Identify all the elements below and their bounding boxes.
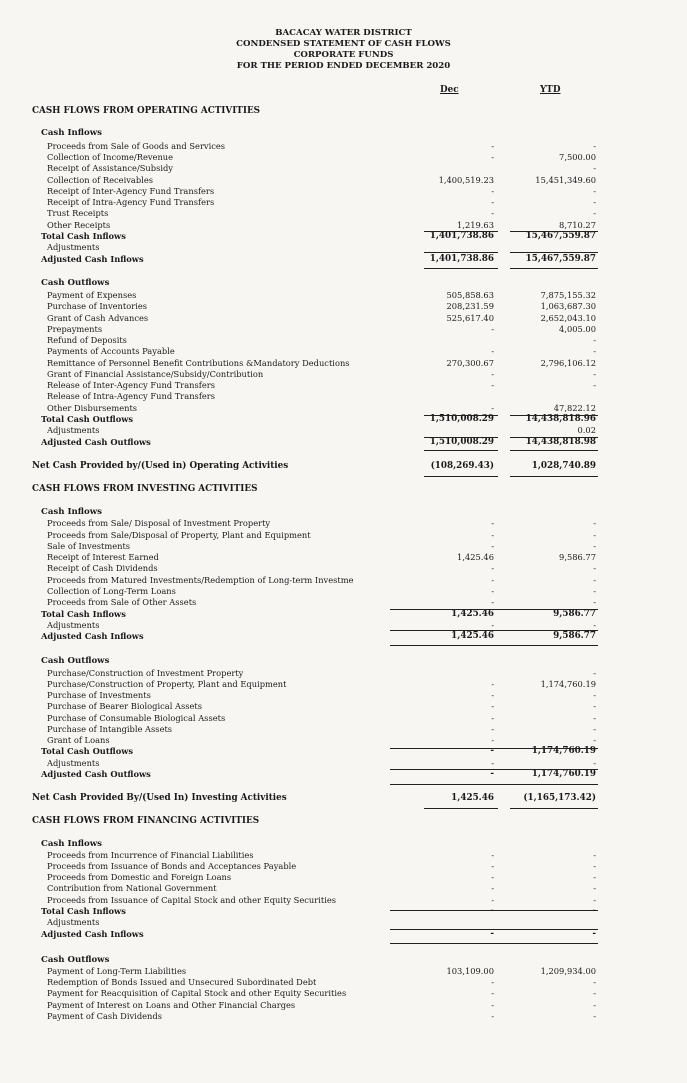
line-item-row — [0, 735, 687, 745]
ytd-amount: - — [593, 690, 596, 700]
rule — [510, 910, 598, 911]
total-row — [0, 631, 687, 641]
ytd-amount: 9,586.77 — [559, 552, 596, 562]
dec-amount: 1,219.63 — [457, 220, 494, 230]
net-cash-row — [0, 793, 687, 803]
net-cash-row — [0, 461, 687, 471]
row-label: Purchase of Inventories — [47, 301, 148, 311]
row-label: Other Receipts — [47, 220, 111, 230]
ytd-amount: 9,586.77 — [553, 631, 596, 641]
section-investing: CASH FLOWS FROM INVESTING ACTIVITIES — [32, 484, 258, 494]
ytd-amount: - — [593, 1011, 596, 1021]
dec-amount: - — [491, 690, 494, 700]
line-item-row — [0, 324, 687, 334]
row-label: Adjustments — [47, 242, 100, 252]
period: FOR THE PERIOD ENDED DECEMBER 2020 — [236, 61, 451, 71]
ytd-amount: 2,796,106.12 — [540, 358, 596, 368]
ytd-amount: - — [593, 346, 596, 356]
dec-amount: - — [491, 713, 494, 723]
ytd-amount: - — [593, 861, 596, 871]
row-label: Grant of Cash Advances — [47, 313, 149, 323]
ytd-amount: - — [593, 895, 596, 905]
line-item-row — [0, 552, 687, 562]
row-label: Redemption of Bonds Issued and Unsecured Subordinated Debt — [47, 977, 317, 987]
rule — [510, 231, 598, 232]
row-label: Proceeds from Sale/Disposal of Property, Plant and Equipment — [47, 530, 311, 540]
line-item-row — [0, 403, 687, 413]
row-label: Release of Intra-Agency Fund Transfers — [47, 391, 216, 401]
rule — [390, 609, 510, 610]
ytd-amount: - — [593, 724, 596, 734]
row-label: Grant of Loans — [47, 735, 110, 745]
row-label: Net Cash Provided by/(Used in) Operating Activities — [32, 461, 289, 471]
ytd-amount: - — [593, 872, 596, 882]
row-label: Purchase of Consumable Biological Assets — [47, 713, 226, 723]
ytd-amount: - — [593, 369, 596, 379]
dec-amount: - — [491, 369, 494, 379]
row-label: Collection of Receivables — [47, 175, 154, 185]
ytd-amount: - — [593, 518, 596, 528]
dec-amount: - — [491, 1000, 494, 1010]
ytd-amount: (1,165,173.42) — [523, 793, 596, 803]
line-item-row — [0, 679, 687, 689]
ytd-amount: 7,500.00 — [559, 152, 596, 162]
line-item-row — [0, 701, 687, 711]
line-item-row — [0, 861, 687, 871]
dec-amount: - — [491, 586, 494, 596]
dec-amount: - — [491, 701, 494, 711]
line-item-row — [0, 966, 687, 976]
rule — [510, 476, 598, 477]
rule — [510, 784, 598, 785]
subhead-fin-inflows: Cash Inflows — [41, 839, 102, 849]
ytd-amount: 7,875,155.32 — [540, 290, 596, 300]
row-label: Other Disbursements — [47, 403, 138, 413]
ytd-amount: 47,822.12 — [553, 403, 596, 413]
dec-amount: - — [491, 575, 494, 585]
subhead-op-outflows: Cash Outflows — [41, 278, 110, 288]
rule — [390, 910, 510, 911]
row-label: Release of Inter-Agency Fund Transfers — [47, 380, 215, 390]
line-item-row — [0, 242, 687, 252]
row-label: Receipt of Intra-Agency Fund Transfers — [47, 197, 215, 207]
ytd-amount: 4,005.00 — [559, 324, 596, 334]
dec-amount: - — [491, 758, 494, 768]
line-item-row — [0, 758, 687, 768]
dec-amount: - — [491, 346, 494, 356]
line-item-row — [0, 197, 687, 207]
ytd-amount: - — [593, 575, 596, 585]
row-label: Adjustments — [47, 917, 100, 927]
dec-amount: 1,401,738.86 — [429, 254, 494, 264]
row-label: Adjustments — [47, 425, 100, 435]
row-label: Proceeds from Incurrence of Financial Liabilities — [47, 850, 254, 860]
row-label: Purchase/Construction of Investment Property — [47, 668, 244, 678]
total-row — [0, 231, 687, 241]
rule — [510, 252, 598, 253]
fund-name: CORPORATE FUNDS — [293, 50, 394, 60]
ytd-amount: 8,710.27 — [559, 220, 596, 230]
ytd-amount: 2,652,043.10 — [540, 313, 596, 323]
line-item-row — [0, 186, 687, 196]
line-item-row — [0, 346, 687, 356]
dec-amount: 525,617.40 — [446, 313, 494, 323]
row-label: Adjustments — [47, 620, 100, 630]
line-item-row — [0, 369, 687, 379]
rule — [390, 784, 510, 785]
col-header-dec: Dec — [440, 85, 459, 95]
dec-amount: 505,858.63 — [446, 290, 494, 300]
line-item-row — [0, 586, 687, 596]
line-item-row — [0, 380, 687, 390]
line-item-row — [0, 313, 687, 323]
line-item-row — [0, 425, 687, 435]
line-item-row — [0, 575, 687, 585]
row-label: Total Cash Outflows — [41, 414, 134, 424]
subhead-inv-outflows: Cash Outflows — [41, 656, 110, 666]
row-label: Payments of Accounts Payable — [47, 346, 175, 356]
line-item-row — [0, 530, 687, 540]
dec-amount: 1,425.46 — [451, 609, 494, 619]
row-label: Proceeds from Sale of Goods and Services — [47, 141, 226, 151]
rule — [510, 630, 598, 631]
row-label: Purchase of Bearer Biological Assets — [47, 701, 203, 711]
dec-amount: - — [491, 380, 494, 390]
dec-amount: 1,400,519.23 — [438, 175, 494, 185]
rule — [390, 630, 510, 631]
rule — [510, 268, 598, 269]
dec-amount: 103,109.00 — [446, 966, 494, 976]
ytd-amount: - — [593, 208, 596, 218]
row-label: Adjusted Cash Outflows — [41, 437, 151, 447]
total-row — [0, 254, 687, 264]
rule — [510, 769, 598, 770]
row-label: Total Cash Inflows — [41, 906, 126, 916]
subhead-inv-inflows: Cash Inflows — [41, 507, 102, 517]
ytd-amount: 1,174,760.19 — [531, 769, 596, 779]
line-item-row — [0, 597, 687, 607]
dec-amount: - — [490, 746, 494, 756]
ytd-amount: 9,586.77 — [553, 609, 596, 619]
ytd-amount: 1,063,687.30 — [540, 301, 596, 311]
total-row — [0, 769, 687, 779]
line-item-row — [0, 220, 687, 230]
row-label: Purchase of Investments — [47, 690, 151, 700]
row-label: Refund of Deposits — [47, 335, 127, 345]
ytd-amount: - — [593, 735, 596, 745]
row-label: Receipt of Assistance/Subsidy — [47, 163, 173, 173]
ytd-amount: 15,451,349.60 — [535, 175, 596, 185]
dec-amount: 1,510,008.29 — [429, 437, 494, 447]
line-item-row — [0, 1000, 687, 1010]
dec-amount: - — [491, 530, 494, 540]
ytd-amount: 14,438,818.98 — [525, 437, 596, 447]
line-item-row — [0, 358, 687, 368]
rule — [424, 450, 498, 451]
ytd-amount: - — [593, 563, 596, 573]
rule — [510, 943, 598, 944]
row-label: Net Cash Provided By/(Used In) Investing Activities — [32, 793, 287, 803]
total-row — [0, 609, 687, 619]
ytd-amount: 1,209,934.00 — [540, 966, 596, 976]
ytd-amount: - — [593, 530, 596, 540]
row-label: Total Cash Outflows — [41, 746, 134, 756]
dec-amount: - — [491, 620, 494, 630]
dec-amount: - — [491, 735, 494, 745]
row-label: Payment for Reacquisition of Capital Stock and other Equity Securities — [47, 988, 347, 998]
row-label: Proceeds from Sale of Other Assets — [47, 597, 197, 607]
dec-amount: - — [491, 141, 494, 151]
dec-amount: 1,425.46 — [451, 631, 494, 641]
total-row — [0, 437, 687, 447]
row-label: Payment of Cash Dividends — [47, 1011, 162, 1021]
dec-amount: - — [491, 541, 494, 551]
dec-amount: - — [490, 906, 494, 916]
line-item-row — [0, 335, 687, 345]
ytd-amount: - — [593, 668, 596, 678]
line-item-row — [0, 917, 687, 927]
row-label: Adjusted Cash Inflows — [41, 631, 144, 641]
row-label: Adjustments — [47, 758, 100, 768]
row-label: Collection of Long-Term Loans — [47, 586, 176, 596]
row-label: Proceeds from Domestic and Foreign Loans — [47, 872, 232, 882]
line-item-row — [0, 391, 687, 401]
ytd-amount: 1,174,760.19 — [540, 679, 596, 689]
dec-amount: - — [491, 563, 494, 573]
dec-amount: - — [490, 769, 494, 779]
dec-amount: - — [491, 872, 494, 882]
line-item-row — [0, 724, 687, 734]
ytd-amount: - — [592, 906, 596, 916]
line-item-row — [0, 563, 687, 573]
total-row — [0, 906, 687, 916]
dec-amount: 1,425.46 — [451, 793, 494, 803]
rule — [424, 268, 498, 269]
dec-amount: - — [491, 403, 494, 413]
section-financing: CASH FLOWS FROM FINANCING ACTIVITIES — [32, 816, 260, 826]
dec-amount: - — [491, 324, 494, 334]
ytd-amount: 14,438,818.96 — [525, 414, 596, 424]
line-item-row — [0, 301, 687, 311]
line-item-row — [0, 208, 687, 218]
rule — [510, 437, 598, 438]
line-item-row — [0, 1011, 687, 1021]
rule — [424, 476, 498, 477]
row-label: Purchase/Construction of Property, Plant and Equipment — [47, 679, 287, 689]
rule — [424, 252, 498, 253]
dec-amount: (108,269.43) — [430, 461, 494, 471]
dec-amount: - — [491, 197, 494, 207]
dec-amount: 270,300.67 — [446, 358, 494, 368]
ytd-amount: - — [593, 597, 596, 607]
line-item-row — [0, 988, 687, 998]
row-label: Proceeds from Issuance of Bonds and Acceptances Payable — [47, 861, 297, 871]
dec-amount: - — [491, 850, 494, 860]
rule — [510, 645, 598, 646]
row-label: Remittance of Personnel Benefit Contributions &Mandatory Deductions — [47, 358, 350, 368]
line-item-row — [0, 518, 687, 528]
line-item-row — [0, 883, 687, 893]
rule — [390, 929, 510, 930]
dec-amount: - — [491, 977, 494, 987]
section-operating: CASH FLOWS FROM OPERATING ACTIVITIES — [32, 106, 261, 116]
ytd-amount: 1,028,740.89 — [531, 461, 596, 471]
dec-amount: 208,231.59 — [446, 301, 494, 311]
ytd-amount: 0.02 — [577, 425, 596, 435]
dec-amount: - — [491, 895, 494, 905]
row-label: Sale of Investments — [47, 541, 131, 551]
row-label: Contribution from National Government — [47, 883, 217, 893]
row-label: Receipt of Cash Dividends — [47, 563, 158, 573]
line-item-row — [0, 690, 687, 700]
rule — [390, 943, 510, 944]
rule — [424, 415, 498, 416]
line-item-row — [0, 175, 687, 185]
rule — [510, 609, 598, 610]
ytd-amount: 15,467,559.87 — [525, 231, 596, 241]
line-item-row — [0, 290, 687, 300]
dec-amount: - — [491, 186, 494, 196]
row-label: Proceeds from Matured Investments/Redemption of Long-term Investme — [47, 575, 354, 585]
line-item-row — [0, 141, 687, 151]
row-label: Adjusted Cash Outflows — [41, 769, 151, 779]
row-label: Adjusted Cash Inflows — [41, 929, 144, 939]
subhead-fin-outflows: Cash Outflows — [41, 955, 110, 965]
line-item-row — [0, 713, 687, 723]
total-row — [0, 929, 687, 939]
dec-amount: - — [491, 988, 494, 998]
ytd-amount: - — [593, 620, 596, 630]
ytd-amount: - — [593, 586, 596, 596]
row-label: Payment of Expenses — [47, 290, 137, 300]
rule — [424, 808, 498, 809]
line-item-row — [0, 668, 687, 678]
ytd-amount: - — [592, 929, 596, 939]
line-item-row — [0, 152, 687, 162]
dec-amount: - — [491, 861, 494, 871]
ytd-amount: - — [593, 850, 596, 860]
dec-amount: - — [491, 679, 494, 689]
ytd-amount: - — [593, 758, 596, 768]
dec-amount: - — [491, 597, 494, 607]
line-item-row — [0, 163, 687, 173]
agency-name: BACACAY WATER DISTRICT — [275, 28, 412, 38]
dec-amount: - — [491, 724, 494, 734]
row-label: Receipt of Interest Earned — [47, 552, 159, 562]
rule — [424, 231, 498, 232]
dec-amount: - — [491, 1011, 494, 1021]
line-item-row — [0, 977, 687, 987]
rule — [510, 748, 598, 749]
dec-amount: - — [490, 929, 494, 939]
dec-amount: 1,425.46 — [457, 552, 494, 562]
line-item-row — [0, 895, 687, 905]
dec-amount: - — [491, 208, 494, 218]
statement-title: CONDENSED STATEMENT OF CASH FLOWS — [236, 39, 451, 49]
subhead-op-inflows: Cash Inflows — [41, 128, 102, 138]
rule — [390, 645, 510, 646]
ytd-amount: - — [593, 380, 596, 390]
row-label: Receipt of Inter-Agency Fund Transfers — [47, 186, 215, 196]
ytd-amount: - — [593, 883, 596, 893]
rule — [424, 437, 498, 438]
dec-amount: - — [491, 152, 494, 162]
rule — [510, 808, 598, 809]
dec-amount: 1,401,738.86 — [429, 231, 494, 241]
row-label: Total Cash Inflows — [41, 609, 126, 619]
line-item-row — [0, 850, 687, 860]
row-label: Collection of Income/Revenue — [47, 152, 174, 162]
rule — [390, 748, 510, 749]
ytd-amount: - — [593, 713, 596, 723]
ytd-amount: - — [593, 541, 596, 551]
ytd-amount: - — [593, 163, 596, 173]
ytd-amount: - — [593, 988, 596, 998]
ytd-amount: - — [593, 701, 596, 711]
row-label: Adjusted Cash Inflows — [41, 254, 144, 264]
ytd-amount: - — [593, 186, 596, 196]
dec-amount: - — [491, 518, 494, 528]
ytd-amount: - — [593, 141, 596, 151]
col-header-ytd: YTD — [540, 85, 561, 95]
row-label: Payment of Interest on Loans and Other Financial Charges — [47, 1000, 296, 1010]
line-item-row — [0, 872, 687, 882]
ytd-amount: - — [593, 1000, 596, 1010]
ytd-amount: 1,174,760.19 — [531, 746, 596, 756]
row-label: Purchase of Intangible Assets — [47, 724, 173, 734]
ytd-amount: 15,467,559.87 — [525, 254, 596, 264]
row-label: Prepayments — [47, 324, 103, 334]
dec-amount: - — [491, 883, 494, 893]
line-item-row — [0, 620, 687, 630]
rule — [390, 769, 510, 770]
row-label: Proceeds from Issuance of Capital Stock and other Equity Securities — [47, 895, 337, 905]
rule — [510, 929, 598, 930]
line-item-row — [0, 541, 687, 551]
row-label: Grant of Financial Assistance/Subsidy/Contribution — [47, 369, 264, 379]
row-label: Trust Receipts — [47, 208, 109, 218]
row-label: Proceeds from Sale/ Disposal of Investment Property — [47, 518, 271, 528]
ytd-amount: - — [593, 197, 596, 207]
ytd-amount: - — [593, 977, 596, 987]
rule — [510, 415, 598, 416]
row-label: Payment of Long-Term Liabilities — [47, 966, 187, 976]
ytd-amount: - — [593, 335, 596, 345]
row-label: Total Cash Inflows — [41, 231, 126, 241]
rule — [510, 450, 598, 451]
dec-amount: 1,510,008.29 — [429, 414, 494, 424]
